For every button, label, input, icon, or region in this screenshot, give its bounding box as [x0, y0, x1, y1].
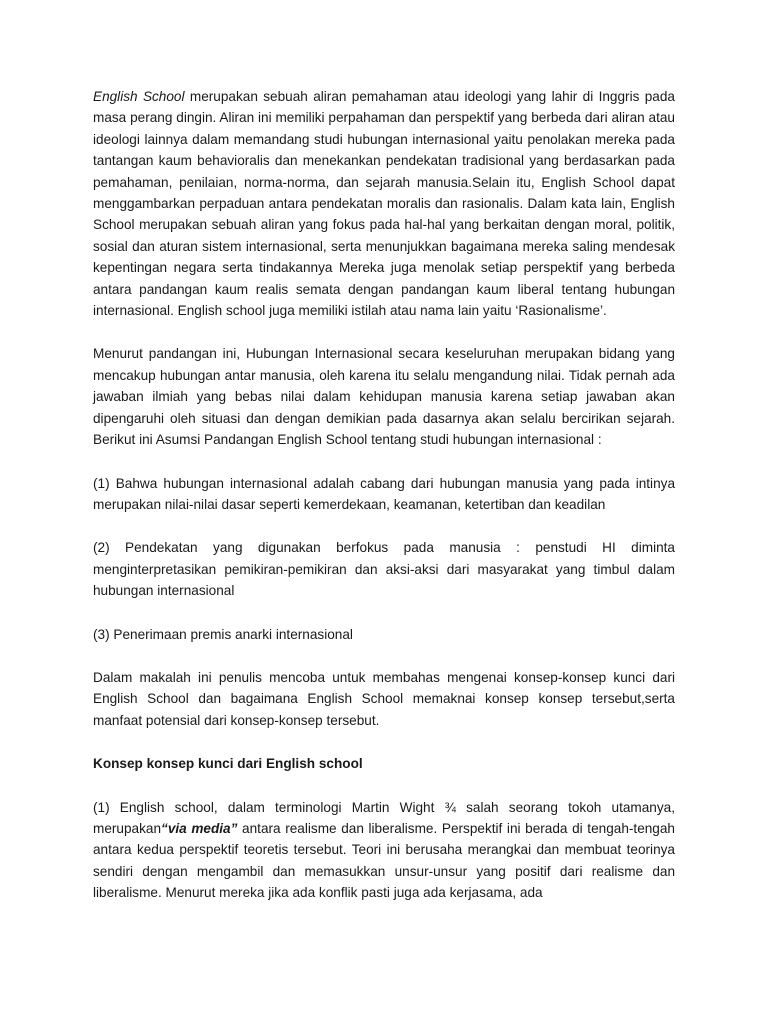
assumption-1: (1) Bahwa hubungan internasional adalah cabang dari hubungan manusia yang pada intinya merupakan nilai-nilai dasar seperti kemerdekaan, keamanan, ketertiban dan keadilan	[93, 475, 675, 512]
via-media-term: “via media”	[161, 820, 238, 836]
concept-1-text-b: antara realisme dan liberalisme. Perspektif ini berada di tengah-tengah antara kedua perspektif teoretis tersebut. Teori ini berusaha merangkai dan membuat teorinya sendiri dengan mengambil dan memasukkan unsur-unsur yang positif dari realisme dan liberalisme. Menurut mereka jika ada konflik pasti juga ada kerjasama, ada	[93, 820, 675, 901]
assumption-3: (3) Penerimaan premis anarki internasional	[93, 626, 353, 642]
paragraph-assumptions-intro: Menurut pandangan ini, Hubungan Internasional secara keseluruhan merupakan bidang yang mencakup hubungan antar manusia, oleh karena itu selalu mengandung nilai. Tidak pernah ada jawaban ilmiah yang bebas nilai dalam kehidupan manusia karena setiap jawaban akan dipengaruhi oleh situasi dan dengan demikian pada dasarnya akan selalu bercirikan sejarah. Berikut ini Asumsi Pandangan English School tentang studi hubungan internasional :	[93, 346, 675, 448]
concept-1-text-a: English school, dalam terminologi Martin Wight ¾ salah seorang tokoh utamanya, merupakan	[93, 799, 675, 836]
paragraph-intro-text: merupakan sebuah aliran pemahaman atau ideologi yang lahir di Inggris pada masa perang dingin. Aliran ini memiliki perpahaman dan perspektif yang berbeda dari aliran atau ideologi lainnya dalam memandang studi hubungan internasional yaitu penolakan mereka pada tantangan kaum behavioralis dan menekankan pendekatan tradisional yang berdasarkan pada pemahaman, penilaian, norma-norma, dan sejarah manusia.Selain itu, English School dapat menggambarkan perpaduan antara pendekatan moralis dan rasionalis. Dalam kata lain, English School merupakan sebuah aliran yang fokus pada hal-hal yang berkaitan dengan moral, politik, sosial dan aturan sistem internasional, serta menunjukkan bagaimana mereka saling mendesak kepentingan negara serta tindakannya Mereka juga menolak setiap perspektif yang berbeda antara pandangan kaum realis semata dengan pandangan kaum liberal tentang hubungan internasional. English school juga memiliki istilah atau nama lain yaitu ‘Rasionalisme’.	[93, 89, 675, 319]
english-school-term: English School	[93, 89, 185, 104]
concept-1-number: (1)	[93, 799, 110, 815]
section-heading: Konsep konsep kunci dari English school	[93, 756, 363, 772]
concept-1	[93, 797, 675, 904]
assumption-2: (2) Pendekatan yang digunakan berfokus pada manusia : penstudi HI diminta menginterpretasikan pemikiran-pemikiran dan aksi-aksi dari masyarakat yang timbul dalam hubungan internasional	[93, 540, 675, 599]
paragraph-paper-scope: Dalam makalah ini penulis mencoba untuk membahas mengenai konsep-konsep kunci dari English School dan bagaimana English School memaknai konsep konsep tersebut,serta manfaat potensial dari konsep-konsep tersebut.	[93, 669, 675, 728]
document-page	[93, 86, 675, 926]
paragraph-intro	[93, 86, 675, 321]
